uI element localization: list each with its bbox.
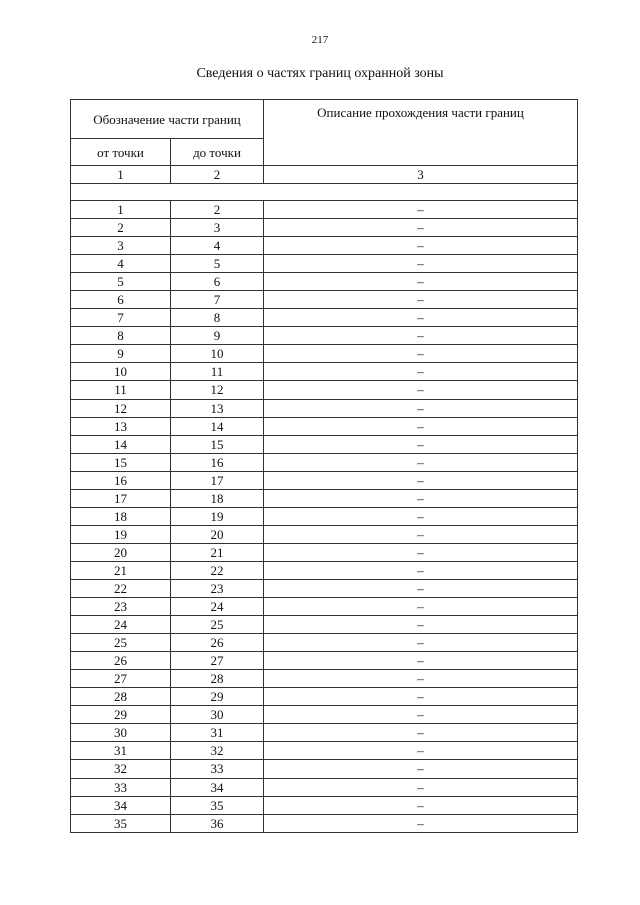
page-number: 217: [311, 34, 329, 46]
column-number: 3: [264, 166, 578, 184]
to-point-cell: 8: [171, 309, 264, 327]
description-cell: –: [264, 561, 578, 579]
to-point-cell: 26: [171, 634, 264, 652]
to-point-cell: 18: [171, 489, 264, 507]
from-point-cell: 35: [71, 814, 171, 832]
description-cell: –: [264, 760, 578, 778]
to-point-cell: 36: [171, 814, 264, 832]
from-point-cell: 30: [71, 724, 171, 742]
from-point-cell: 23: [71, 598, 171, 616]
table-row: [71, 543, 578, 561]
to-point-cell: 16: [171, 453, 264, 471]
empty-cell: [71, 184, 578, 201]
to-point-cell: 32: [171, 742, 264, 760]
table-row: [71, 471, 578, 489]
table-row: [71, 489, 578, 507]
table-row: [71, 724, 578, 742]
from-point-cell: 33: [71, 778, 171, 796]
to-point-cell: 9: [171, 327, 264, 345]
description-cell: –: [264, 742, 578, 760]
spacer-row: [71, 184, 578, 201]
description-cell: –: [264, 291, 578, 309]
description-cell: –: [264, 399, 578, 417]
to-point-cell: 21: [171, 543, 264, 561]
table-row: [71, 796, 578, 814]
table-row: [71, 652, 578, 670]
description-cell: –: [264, 706, 578, 724]
column-number: 2: [171, 166, 264, 184]
to-point-cell: 4: [171, 237, 264, 255]
description-cell: –: [264, 525, 578, 543]
to-point-cell: 25: [171, 616, 264, 634]
to-point-cell: 35: [171, 796, 264, 814]
from-point-cell: 10: [71, 363, 171, 381]
to-point-cell: 31: [171, 724, 264, 742]
column-number: 1: [71, 166, 171, 184]
table-row: [71, 598, 578, 616]
to-point-cell: 6: [171, 273, 264, 291]
description-cell: –: [264, 652, 578, 670]
description-cell: –: [264, 489, 578, 507]
from-point-cell: 29: [71, 706, 171, 724]
column-number-row: [71, 166, 578, 184]
description-cell: –: [264, 616, 578, 634]
from-point-cell: 31: [71, 742, 171, 760]
to-point-cell: 7: [171, 291, 264, 309]
table-row: [71, 778, 578, 796]
from-point-cell: 14: [71, 435, 171, 453]
from-point-cell: 9: [71, 345, 171, 363]
to-point-cell: 24: [171, 598, 264, 616]
description-cell: –: [264, 345, 578, 363]
table-body: [71, 100, 578, 833]
from-point-cell: 25: [71, 634, 171, 652]
to-point-cell: 27: [171, 652, 264, 670]
description-cell: –: [264, 778, 578, 796]
description-cell: –: [264, 453, 578, 471]
from-point-cell: 4: [71, 255, 171, 273]
description-cell: –: [264, 363, 578, 381]
description-cell: –: [264, 471, 578, 489]
from-point-cell: 16: [71, 471, 171, 489]
to-point-cell: 14: [171, 417, 264, 435]
description-cell: –: [264, 219, 578, 237]
to-point-cell: 30: [171, 706, 264, 724]
description-cell: –: [264, 724, 578, 742]
description-cell: –: [264, 670, 578, 688]
table-row: [71, 616, 578, 634]
to-point-cell: 15: [171, 435, 264, 453]
table-row: [71, 706, 578, 724]
table-row: [71, 814, 578, 832]
description-cell: –: [264, 579, 578, 597]
from-point-cell: 24: [71, 616, 171, 634]
header-boundary-description: Описание прохождения части границ: [264, 100, 578, 166]
from-point-cell: 5: [71, 273, 171, 291]
to-point-cell: 34: [171, 778, 264, 796]
to-point-cell: 23: [171, 579, 264, 597]
header-row-top: [71, 100, 578, 139]
description-cell: –: [264, 255, 578, 273]
from-point-cell: 8: [71, 327, 171, 345]
from-point-cell: 1: [71, 201, 171, 219]
to-point-cell: 22: [171, 561, 264, 579]
description-cell: –: [264, 543, 578, 561]
from-point-cell: 7: [71, 309, 171, 327]
description-cell: –: [264, 598, 578, 616]
table-row: [71, 634, 578, 652]
table-row: [71, 381, 578, 399]
description-cell: –: [264, 327, 578, 345]
table-row: [71, 507, 578, 525]
header-from-point: от точки: [71, 139, 171, 166]
from-point-cell: 20: [71, 543, 171, 561]
to-point-cell: 10: [171, 345, 264, 363]
table-row: [71, 688, 578, 706]
from-point-cell: 15: [71, 453, 171, 471]
table-row: [71, 561, 578, 579]
from-point-cell: 26: [71, 652, 171, 670]
to-point-cell: 29: [171, 688, 264, 706]
document-title: Сведения о частях границ охранной зоны: [196, 66, 444, 81]
table-row: [71, 237, 578, 255]
table-row: [71, 363, 578, 381]
from-point-cell: 3: [71, 237, 171, 255]
to-point-cell: 17: [171, 471, 264, 489]
from-point-cell: 28: [71, 688, 171, 706]
to-point-cell: 13: [171, 399, 264, 417]
to-point-cell: 33: [171, 760, 264, 778]
table-row: [71, 525, 578, 543]
to-point-cell: 20: [171, 525, 264, 543]
to-point-cell: 5: [171, 255, 264, 273]
header-boundary-designation: Обозначение части границ: [71, 100, 264, 139]
description-cell: –: [264, 634, 578, 652]
from-point-cell: 6: [71, 291, 171, 309]
table-row: [71, 273, 578, 291]
from-point-cell: 11: [71, 381, 171, 399]
table-row: [71, 255, 578, 273]
table-row: [71, 201, 578, 219]
description-cell: –: [264, 507, 578, 525]
description-cell: –: [264, 435, 578, 453]
description-cell: –: [264, 381, 578, 399]
to-point-cell: 2: [171, 201, 264, 219]
description-cell: –: [264, 201, 578, 219]
header-to-point: до точки: [171, 139, 264, 166]
table-row: [71, 435, 578, 453]
from-point-cell: 13: [71, 417, 171, 435]
from-point-cell: 34: [71, 796, 171, 814]
description-cell: –: [264, 688, 578, 706]
from-point-cell: 17: [71, 489, 171, 507]
from-point-cell: 19: [71, 525, 171, 543]
table-row: [71, 345, 578, 363]
table-row: [71, 453, 578, 471]
from-point-cell: 27: [71, 670, 171, 688]
from-point-cell: 22: [71, 579, 171, 597]
to-point-cell: 3: [171, 219, 264, 237]
table-row: [71, 417, 578, 435]
table-row: [71, 760, 578, 778]
from-point-cell: 21: [71, 561, 171, 579]
description-cell: –: [264, 814, 578, 832]
to-point-cell: 28: [171, 670, 264, 688]
description-cell: –: [264, 273, 578, 291]
from-point-cell: 32: [71, 760, 171, 778]
table-row: [71, 579, 578, 597]
from-point-cell: 2: [71, 219, 171, 237]
to-point-cell: 12: [171, 381, 264, 399]
to-point-cell: 19: [171, 507, 264, 525]
description-cell: –: [264, 237, 578, 255]
to-point-cell: 11: [171, 363, 264, 381]
from-point-cell: 12: [71, 399, 171, 417]
table-row: [71, 219, 578, 237]
description-cell: –: [264, 417, 578, 435]
table-row: [71, 670, 578, 688]
boundary-parts-table: [70, 99, 578, 833]
description-cell: –: [264, 309, 578, 327]
table-row: [71, 309, 578, 327]
description-cell: –: [264, 796, 578, 814]
table-row: [71, 399, 578, 417]
table-row: [71, 327, 578, 345]
from-point-cell: 18: [71, 507, 171, 525]
table-row: [71, 291, 578, 309]
table-row: [71, 742, 578, 760]
